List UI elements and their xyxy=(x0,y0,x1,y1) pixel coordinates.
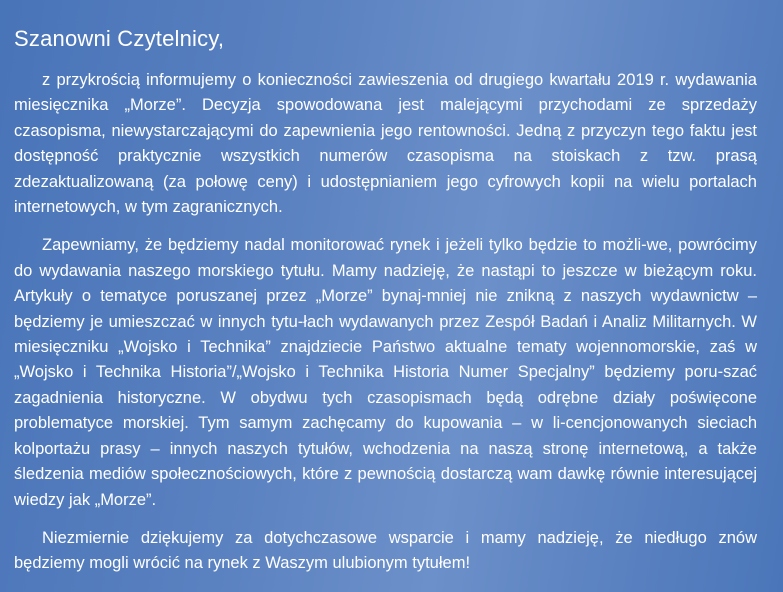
paragraph-2: Zapewniamy, że będziemy nadal monitorować rynek i jeżeli tylko będzie to możli-we, powrócimy do wydawania naszego morskiego tytułu. Mamy nadzieję, że nastąpi to jeszcze w bieżącym roku. Artykuły o tematyce poruszanej przez „Morze” bynaj-mniej nie znikną z naszych wydawnictw – będziemy je umieszczać w innych tytu-łach wydawanych przez Zespół Badań i Analiz Militarnych. W miesięczniku „Wojsko i Technika” znajdziecie Państwo aktualne tematy wojennomorskie, zaś w „Wojsko i Technika Historia”/„Wojsko i Technika Historia Numer Specjalny” będziemy poru-szać zagadnienia historyczne. W obydwu tych czasopismach będą odrębne działy poświęcone problematyce morskiej. Tym samym zachęcamy do kupowania – w li-cencjonowanych sieciach kolportażu prasy – innych naszych tytułów, wchodzenia na naszą stronę internetową, a także śledzenia mediów społecznościowych, które z pewnością dostarczą wam dawkę równie interesującej wiedzy jak „Morze”. xyxy=(14,236,757,509)
paragraph-1: z przykrością informujemy o konieczności zawieszenia od drugiego kwartału 2019 r. wydawania miesięcznika „Morze”. Decyzja spowodowana jest malejącymi przychodami ze sprzedaży czasopisma, niewystarczającymi do zapewnienia jego rentowności. Jedną z przyczyn tego faktu jest dostępność praktycznie wszystkich numerów czasopisma na stoiskach z tzw. prasą zdezaktualizowaną (za połowę ceny) i udostępnianiem jego cyfrowych kopii na wielu portalach internetowych, w tym zagranicznych. xyxy=(14,71,757,217)
paragraph-3: Niezmiernie dziękujemy za dotychczasowe wsparcie i mamy nadzieję, że niedługo znów będziemy mogli wrócić na rynek z Waszym ulubionym tytułem! xyxy=(14,528,757,573)
salutation: Szanowni Czytelnicy, xyxy=(14,26,225,51)
